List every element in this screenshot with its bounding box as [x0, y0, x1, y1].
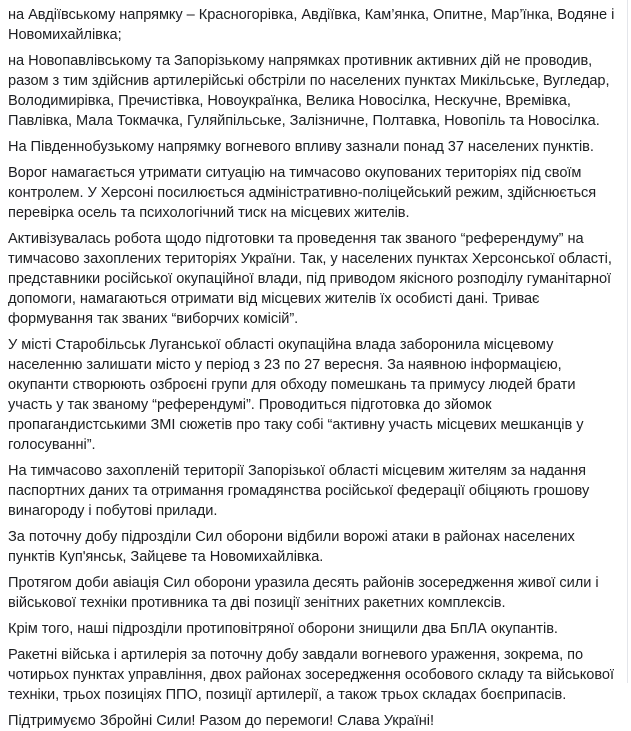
paragraph-aviation-strikes: Протягом доби авіація Сил оборони уразила десять районів зосередження живої сили і військової техніки противника та дві позиції зенітних ракетних комплексів.: [8, 575, 599, 611]
paragraph-repelled-attacks: За поточну добу підрозділи Сил оборони відбили ворожі атаки в районах населених пунктів Куп'янськ, Зайцеве та Новомихайлівка.: [8, 529, 575, 565]
paragraph-avdiivka-direction: на Авдіївському напрямку – Красногорівка, Авдіївка, Кам’янка, Опитне, Мар’їнка, Водяне і Новомихайлівка;: [8, 7, 615, 43]
paragraph-closing-slogan: Підтримуємо Збройні Сили! Разом до перемоги! Слава Україні!: [8, 713, 434, 729]
paragraph-air-defense: Крім того, наші підрозділи протиповітряної оборони знищили два БпЛА окупантів.: [8, 621, 558, 637]
paragraph-missile-artillery: Ракетні війська і артилерія за поточну добу завдали вогневого ураження, зокрема, по чотирьох пунктах управління, двох районах зосередження особового складу та військової техніки, трьох позиціях ППО, позиції артилерії, а також трьох складах боєприпасів.: [8, 647, 614, 703]
paragraph-starobilsk: У місті Старобільськ Луганської області окупаційна влада заборонила місцевому населенню залишати місто у період з 23 по 27 вересня. За наявною інформацією, окупанти створюють озброєні групи для обходу помешкань та примусу людей брати участь у так званому “референдумі”. Проводиться підготовка до зйомок пропагандистськими ЗМІ сюжетів про таку собі “активну участь місцевих мешканців у голосуванні”.: [8, 337, 584, 453]
paragraph-pivdennobuzkyi-direction: На Південнобузькому напрямку вогневого впливу зазнали понад 37 населених пунктів.: [8, 139, 594, 155]
paragraph-occupied-territories: Ворог намагається утримати ситуацію на тимчасово окупованих територіях під своїм контролем. У Херсоні посилюється адміністративно-поліцейський режим, здійснюється перевірка осель та психологічний тиск на місцевих жителів.: [8, 165, 597, 221]
paragraph-referendum-preparation: Активізувалась робота щодо підготовки та проведення так званого “референдуму” на тимчасово захоплених територіях України. Так, у населених пунктах Херсонської області, представники російської окупаційної влади, під приводом якісного розподілу гуманітарної допомоги, намагаються отримати від місцевих жителів їх особисті дані. Триває формування так званих “виборчих комісій”.: [8, 231, 612, 327]
paragraph-novopavlivka-zaporizhzhia-direction: на Новопавлівському та Запорізькому напрямках противник активних дій не проводив, разом з тим здійснив артилерійські обстріли по населених пунктах Микільське, Вугледар, Володимирівка, Пречистівка, Новоукраїнка, Велика Новосілка, Нескучне, Времівка, Павлівка, Мала Токмачка, Гуляйпільське, Залізничне, Полтавка, Новопіль та Новосілка.: [8, 53, 610, 129]
paragraph-zaporizhzhia-passports: На тимчасово захопленій території Запорізької області місцевим жителям за надання паспортних даних та отримання громадянства російської федерації обіцяють грошову винагороду і побутові прилади.: [8, 463, 590, 519]
